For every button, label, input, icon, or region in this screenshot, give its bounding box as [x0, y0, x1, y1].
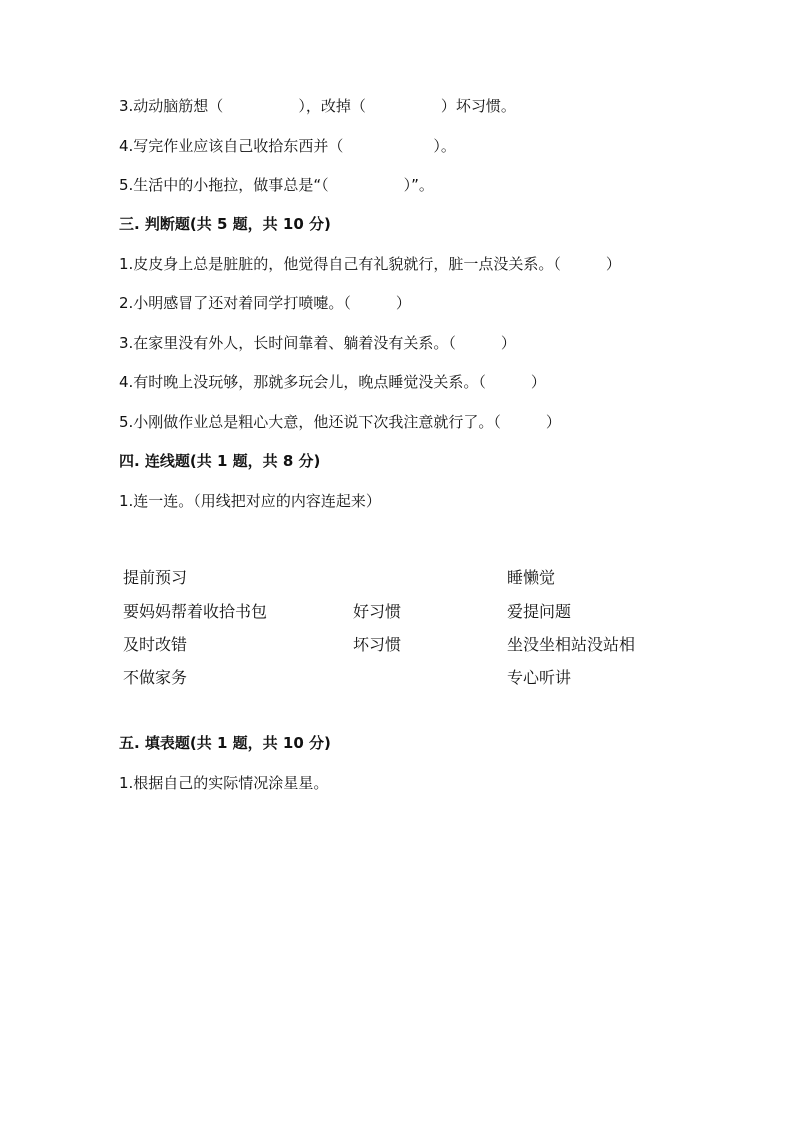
- match-left-item: 提前预习: [123, 568, 188, 587]
- match-left-item: 不做家务: [123, 668, 188, 687]
- match-right-item: 专心听讲: [507, 668, 572, 687]
- fill-blank-item-4: 4.写完作业应该自己收拾东西并（ ）。: [119, 137, 456, 155]
- section3-heading: 三. 判断题(共 5 题，共 10 分): [119, 215, 331, 233]
- match-left-item: 及时改错: [123, 635, 188, 654]
- section5-heading: 五. 填表题(共 1 题，共 10 分): [119, 734, 331, 752]
- judge-item-2: 2.小明感冒了还对着同学打喷嚏。（ ）: [119, 294, 411, 312]
- section4-heading: 四. 连线题(共 1 题，共 8 分): [119, 452, 321, 470]
- judge-item-3: 3.在家里没有外人，长时间靠着、躺着没有关系。（ ）: [119, 334, 516, 352]
- match-right-item: 坐没坐相站没站相: [507, 635, 636, 654]
- judge-item-5: 5.小刚做作业总是粗心大意，他还说下次我注意就行了。（ ）: [119, 413, 561, 431]
- table-question: 1.根据自己的实际情况涂星星。: [119, 774, 329, 792]
- match-right-item: 睡懒觉: [507, 568, 556, 587]
- fill-blank-item-5: 5.生活中的小拖拉，做事总是“（ ）”。: [119, 176, 434, 194]
- judge-item-1: 1.皮皮身上总是脏脏的，他觉得自己有礼貌就行，脏一点没关系。（ ）: [119, 255, 621, 273]
- match-middle-item: 好习惯: [353, 602, 402, 621]
- matching-question: 1.连一连。（用线把对应的内容连起来）: [119, 492, 381, 510]
- judge-item-4: 4.有时晚上没玩够，那就多玩会儿，晚点睡觉没关系。（ ）: [119, 373, 546, 391]
- match-middle-item: 坏习惯: [353, 635, 402, 654]
- match-right-item: 爱提问题: [507, 602, 572, 621]
- fill-blank-item-3: 3.动动脑筋想（ ），改掉（ ）坏习惯。: [119, 97, 516, 115]
- match-left-item: 要妈妈帮着收拾书包: [123, 602, 268, 621]
